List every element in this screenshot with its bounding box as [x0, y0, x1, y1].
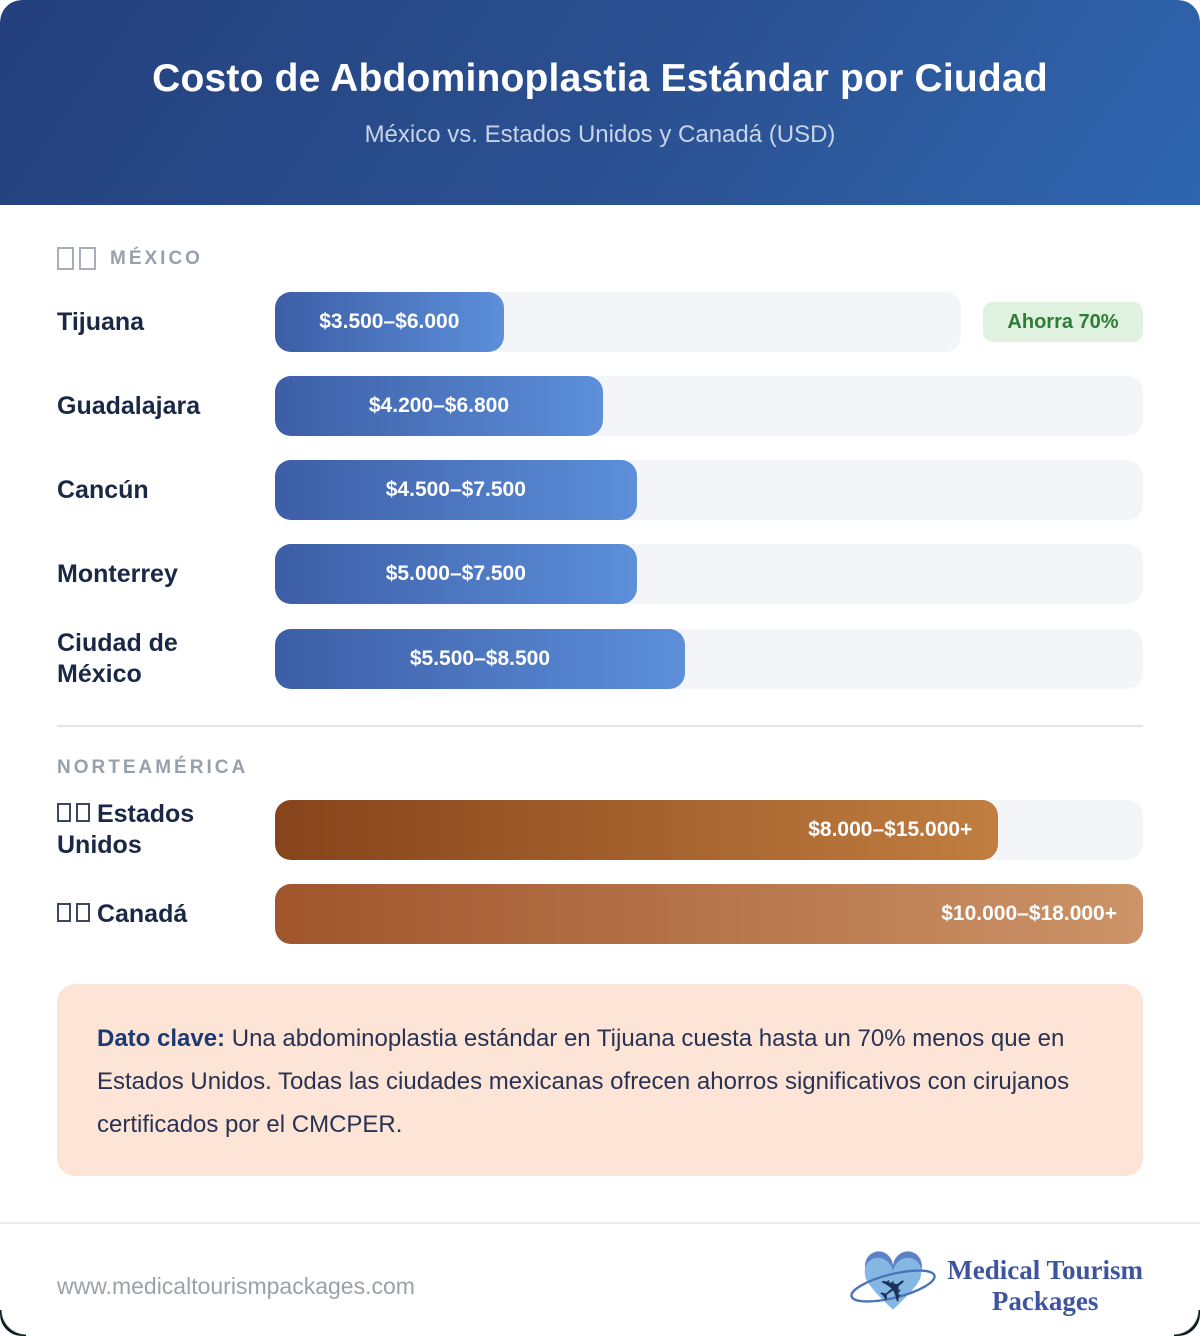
bar-fill: $5.500–$8.500 — [275, 629, 685, 689]
page-corner-dark-right — [1174, 1310, 1200, 1336]
key-fact-callout — [57, 984, 1143, 1176]
brand-name: Medical Tourism Packages — [947, 1254, 1143, 1316]
bar-row-canada — [57, 884, 1143, 944]
bar-fill: $5.000–$7.500 — [275, 544, 637, 604]
bar-fill: $8.000–$15.000+ — [275, 800, 998, 860]
bar-row-guadalajara — [57, 376, 1143, 436]
bar-fill: $10.000–$18.000+ — [275, 884, 1143, 944]
bar-fill: $4.500–$7.500 — [275, 460, 637, 520]
city-label: Canadá — [57, 899, 275, 930]
usa-flag-icon — [57, 803, 90, 821]
page-title: Costo de Abdominoplastia Estándar por Ciudad — [152, 56, 1048, 100]
savings-badge: Ahorra 70% — [983, 302, 1143, 342]
bar-row-ciudad-de-mexico — [57, 628, 1143, 689]
chart-body — [0, 247, 1200, 1176]
city-label: Guadalajara — [57, 391, 201, 420]
footer — [0, 1224, 1200, 1326]
bar-row-tijuana — [57, 292, 1143, 352]
section-north-america-label: NORTEAMÉRICA — [57, 757, 249, 778]
key-fact-text: Una abdominoplastia estándar en Tijuana cuesta hasta un 70% menos que en Estados Unidos. Todas las ciudades mexicanas ofrecen ahorros significativos con cirujanos certificados por el CMCPER. — [97, 1025, 1070, 1138]
bar-track — [275, 460, 1143, 520]
bar-track — [275, 544, 1143, 604]
section-mexico-label: MÉXICO — [110, 247, 203, 269]
bar-track — [275, 884, 1143, 944]
city-label: Tijuana — [57, 307, 145, 336]
svg-text:✈: ✈ — [868, 1263, 920, 1316]
mexico-rows — [57, 292, 1143, 689]
header — [0, 0, 1200, 205]
section-north-america — [57, 757, 1143, 779]
bar-track — [275, 376, 1143, 436]
city-label: Cancún — [57, 475, 149, 504]
city-label: Ciudad de México — [57, 629, 178, 688]
mexico-flag-icon — [57, 247, 96, 270]
brand-logo — [847, 1246, 1143, 1326]
section-mexico — [57, 247, 1143, 270]
page-subtitle: México vs. Estados Unidos y Canadá (USD) — [364, 120, 836, 148]
key-fact-lead: Dato clave: — [97, 1025, 226, 1052]
bar-track — [275, 800, 1143, 860]
bar-row-estados-unidos — [57, 799, 1143, 860]
canada-flag-icon — [57, 903, 90, 921]
heart-plane-logo-icon — [847, 1246, 939, 1326]
north-america-rows — [57, 799, 1143, 944]
city-label: Monterrey — [57, 559, 178, 588]
page-corner-dark-left — [0, 1310, 26, 1336]
bar-fill: $4.200–$6.800 — [275, 376, 603, 436]
bar-row-cancun — [57, 460, 1143, 520]
website-url: www.medicaltourismpackages.com — [57, 1272, 415, 1299]
city-label: Estados Unidos — [57, 800, 195, 859]
bar-track — [275, 629, 1143, 689]
section-divider — [57, 725, 1143, 727]
bar-track — [275, 292, 961, 352]
bar-row-monterrey — [57, 544, 1143, 604]
bar-fill: $3.500–$6.000 — [275, 292, 504, 352]
